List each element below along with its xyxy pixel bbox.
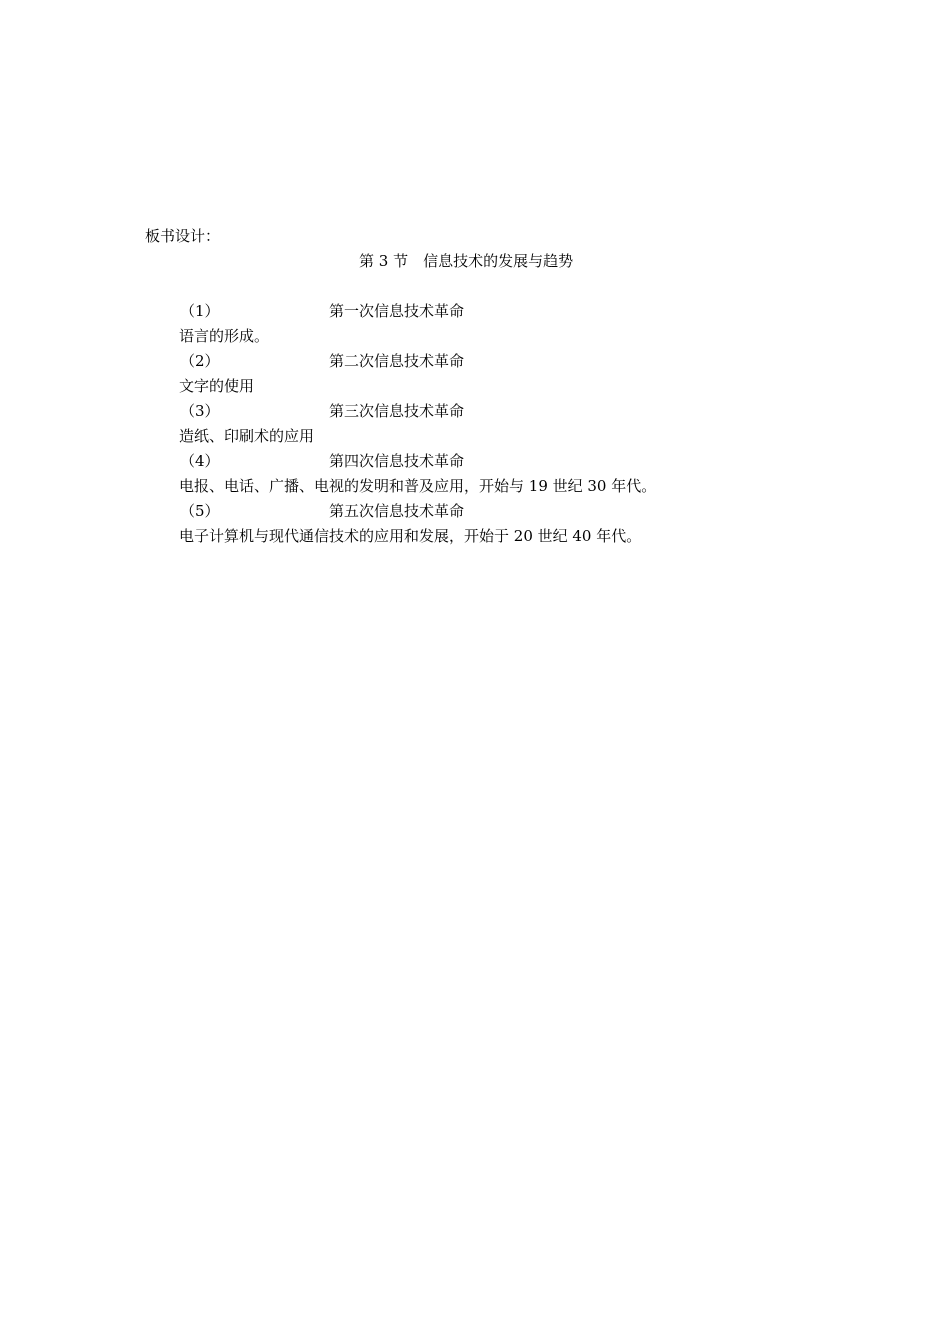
section-title: 第 3 节 信息技术的发展与趋势 bbox=[359, 252, 574, 270]
board-design-label: 板书设计： bbox=[145, 227, 221, 245]
revolution-name: 第二次信息技术革命 bbox=[329, 352, 465, 370]
revolution-number: （4） bbox=[180, 452, 220, 470]
revolution-name: 第三次信息技术革命 bbox=[329, 402, 465, 420]
revolution-description: 文字的使用 bbox=[179, 377, 255, 395]
revolution-number: （1） bbox=[180, 302, 220, 320]
revolution-item-1 bbox=[0, 301, 950, 351]
revolution-item-3 bbox=[0, 401, 950, 451]
revolution-number: （3） bbox=[180, 402, 220, 420]
revolution-item-5 bbox=[0, 501, 950, 551]
revolution-name: 第一次信息技术革命 bbox=[329, 302, 465, 320]
revolution-item-2 bbox=[0, 351, 950, 401]
revolution-number: （5） bbox=[180, 502, 220, 520]
revolution-description: 电报、电话、广播、电视的发明和普及应用，开始与 19 世纪 30 年代。 bbox=[179, 477, 657, 495]
revolution-item-4 bbox=[0, 451, 950, 501]
revolution-name: 第五次信息技术革命 bbox=[329, 502, 465, 520]
revolution-description: 语言的形成。 bbox=[179, 327, 270, 345]
revolution-description: 造纸、印刷术的应用 bbox=[179, 427, 315, 445]
revolution-number: （2） bbox=[180, 352, 220, 370]
revolution-description: 电子计算机与现代通信技术的应用和发展，开始于 20 世纪 40 年代。 bbox=[179, 527, 642, 545]
revolution-name: 第四次信息技术革命 bbox=[329, 452, 465, 470]
